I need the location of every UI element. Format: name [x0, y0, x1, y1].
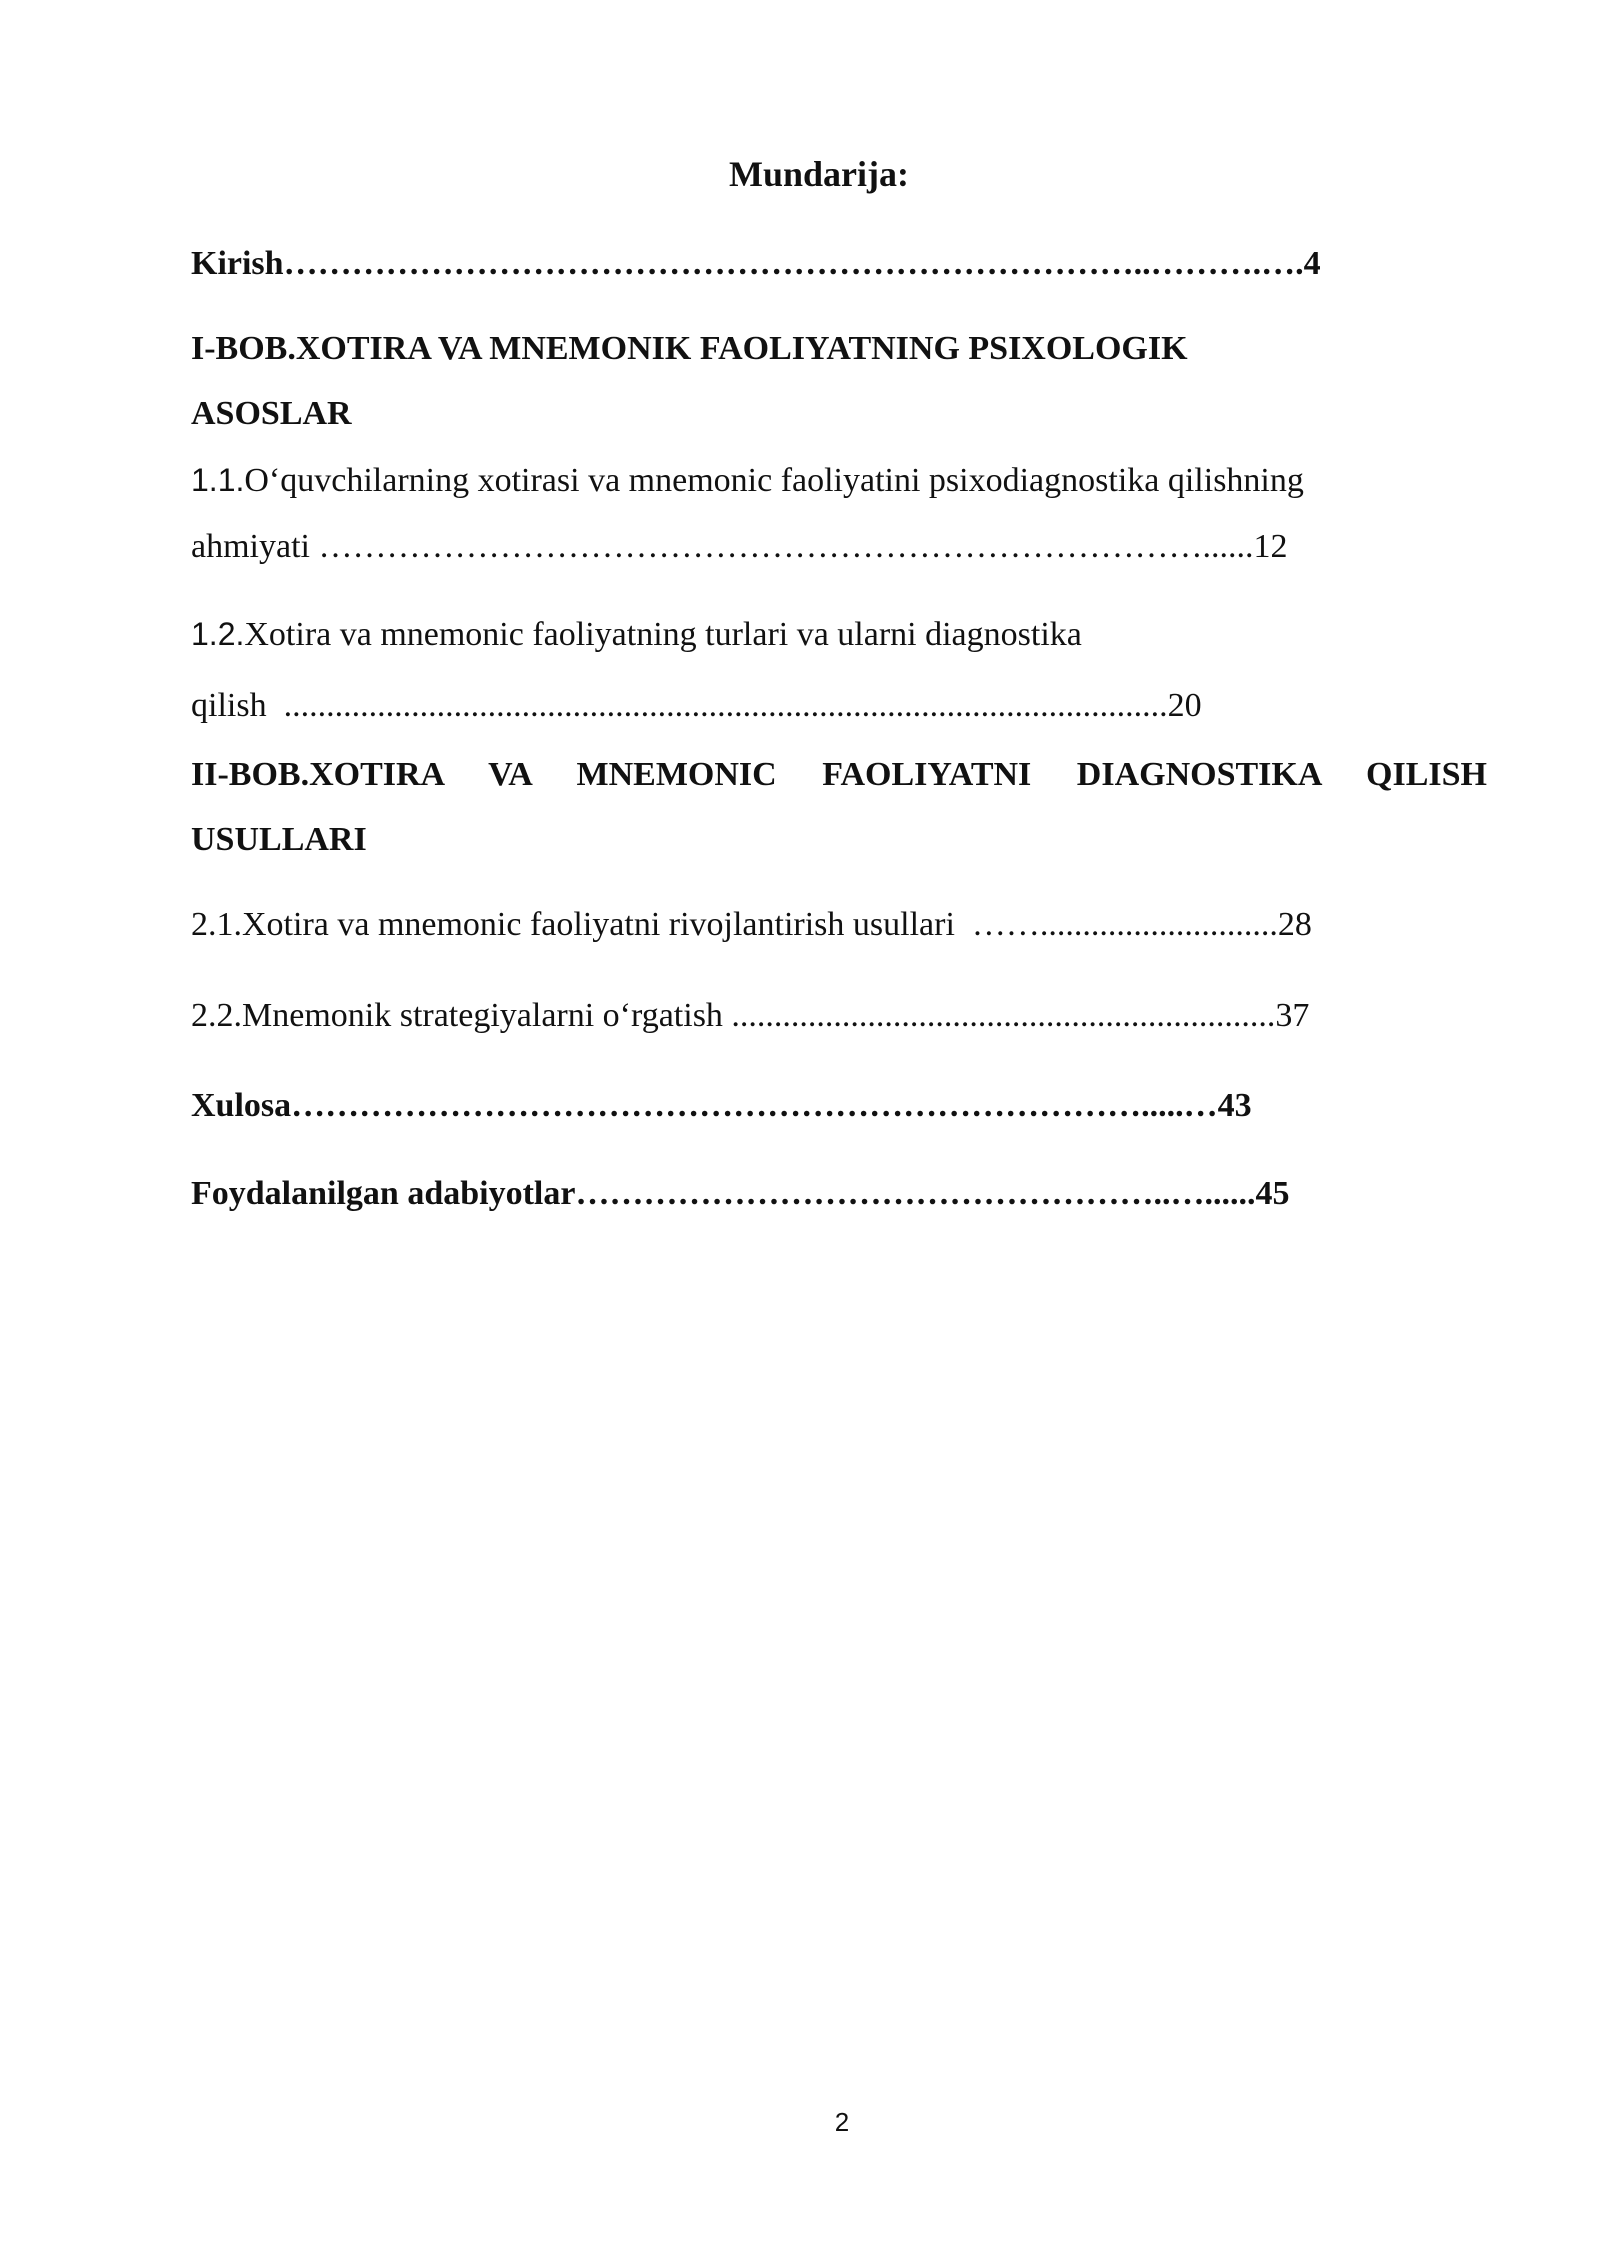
toc-entry-2-2: 2.2.Mnemonik strategiyalarni o‘rgatish ................................................................37: [191, 997, 1310, 1034]
toc-entry-1-1-line-1: [191, 458, 1304, 503]
toc-entry-1-2-line-2: qilish ........................................................................................................20: [191, 687, 1202, 724]
toc-chapter-1-line-2: ASOSLAR: [191, 395, 352, 432]
toc-title: Mundarija:: [729, 154, 909, 194]
page-number: 2: [834, 2107, 850, 2137]
toc-entry-1-1-number: 1.1.: [191, 462, 245, 498]
toc-entry-1-2-line-1: [191, 612, 1082, 657]
toc-chapter-1-line-1: I-BOB.XOTIRA VA MNEMONIK FAOLIYATNING PSIXOLOGIK: [191, 330, 1188, 367]
toc-entry-1-1-text: O‘quvchilarning xotirasi va mnemonic faoliyatini psixodiagnostika qilishning: [244, 462, 1304, 499]
toc-entry-1-2-text: Xotira va mnemonic faoliyatning turlari va ularni diagnostika: [244, 616, 1082, 653]
toc-entry-conclusion: Xulosa………………………………………………………………….....…43: [191, 1087, 1252, 1124]
toc-entry-1-2-number: 1.2.: [191, 616, 245, 652]
toc-entry-intro: Kirish…………………………………………………………………..……….….4: [191, 245, 1321, 282]
toc-entry-references: Foydalanilgan adabiyotlar……………………………………………..…......45: [191, 1175, 1290, 1212]
toc-chapter-2-line-2: USULLARI: [191, 821, 367, 858]
toc-entry-1-1-line-2: ahmiyati ……………………………………………………………………......12: [191, 528, 1288, 565]
toc-entry-2-1: 2.1.Xotira va mnemonic faoliyatni rivojlantirish usullari ……............................28: [191, 906, 1312, 943]
toc-chapter-2-line-1: II-BOB.XOTIRA VA MNEMONIC FAOLIYATNI DIAGNOSTIKA QILISH: [191, 756, 1487, 793]
